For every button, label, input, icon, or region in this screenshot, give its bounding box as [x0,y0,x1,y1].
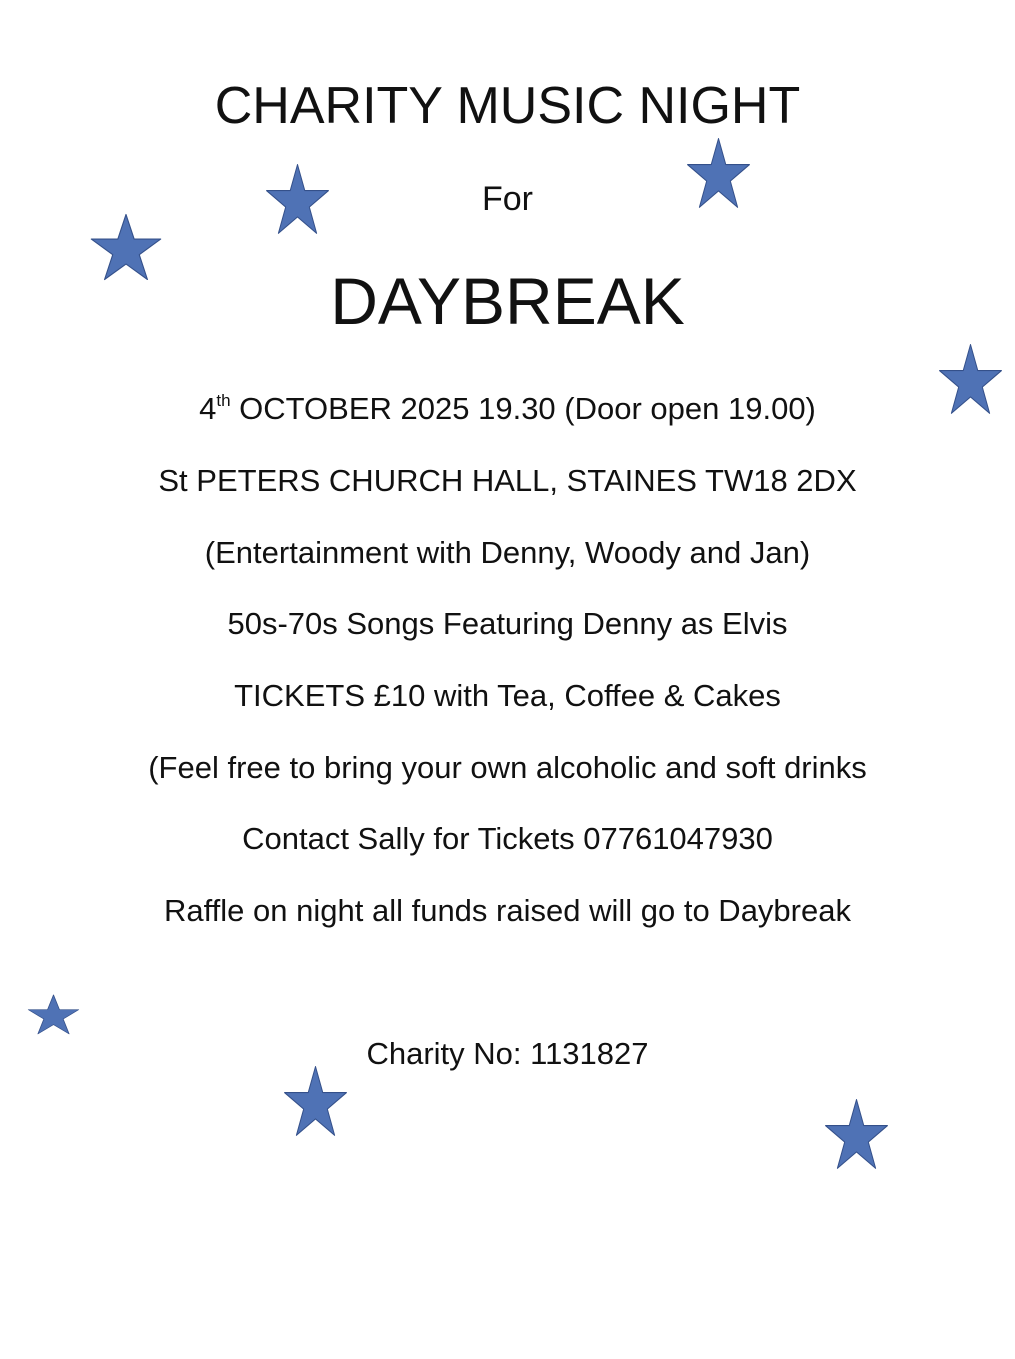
poster-title: CHARITY MUSIC NIGHT [214,77,801,135]
event-songs: 50s-70s Songs Featuring Denny as Elvis [227,606,788,641]
star-icon [824,1098,889,1172]
event-venue: St PETERS CHURCH HALL, STAINES TW18 2DX [158,463,857,498]
star-icon [686,137,751,211]
for-label: For [482,180,533,218]
event-drinks: (Feel free to bring your own alcoholic and soft drinks [148,750,867,785]
charity-number: Charity No: 1131827 [366,1036,649,1071]
star-icon [283,1065,348,1139]
date-day: 4 [199,391,217,426]
event-contact: Contact Sally for Tickets 07761047930 [242,821,773,856]
star-icon [27,994,80,1036]
date-rest: OCTOBER 2025 19.30 (Door open 19.00) [230,391,816,426]
star-icon [938,343,1003,417]
event-date [0,393,1015,424]
star-icon [265,163,330,237]
event-entertainment: (Entertainment with Denny, Woody and Jan) [204,535,811,570]
event-tickets: TICKETS £10 with Tea, Coffee & Cakes [234,678,781,713]
date-suffix: th [216,391,231,411]
star-icon [87,213,165,283]
organisation-name: DAYBREAK [330,264,685,338]
event-raffle: Raffle on night all funds raised will go to Daybreak [164,893,851,928]
